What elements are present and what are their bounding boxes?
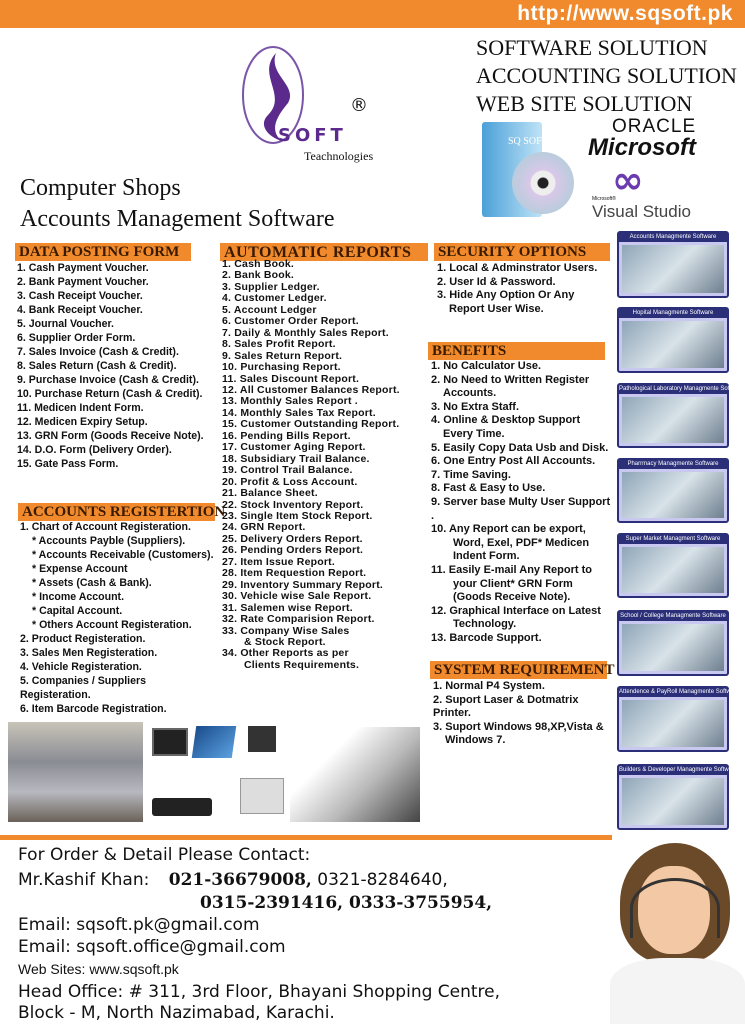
page-title-line1: Computer Shops — [20, 175, 181, 201]
benefit-item: 1. No Calculator Use. — [431, 360, 542, 372]
accounts-registration-item: * Assets (Cash & Bank). — [32, 577, 152, 589]
product-thumbnail-image — [622, 245, 724, 293]
data-posting-item: 15. Gate Pass Form. — [17, 458, 119, 470]
phone-2[interactable]: 0321-8284640, — [317, 870, 448, 890]
benefit-item: Technology. — [453, 618, 517, 631]
security-item: 2. User Id & Password. — [437, 275, 556, 288]
benefit-item: Accounts. — [443, 387, 497, 400]
benefits-list — [431, 360, 615, 645]
report-item: 13. Monthly Sales Report . — [222, 395, 358, 408]
contact-person: Mr.Kashif Khan: — [18, 870, 150, 890]
report-item: & Stock Report. — [244, 635, 326, 648]
report-item: 23. Single Item Stock Report. — [222, 509, 373, 522]
phone-3-4[interactable]: 0315-2391416, 0333-3755954, — [200, 893, 493, 913]
accounts-registration-item: * Accounts Payble (Suppliers). — [32, 535, 186, 547]
product-thumbnail-title: Super Market Managment Software — [619, 535, 727, 544]
product-thumbnail-image — [622, 700, 724, 747]
data-posting-item: 1. Cash Payment Voucher. — [17, 262, 149, 274]
security-options-list — [437, 262, 615, 316]
accounts-registration-item: * Accounts Receivable (Customers). — [32, 549, 214, 561]
report-item: 29. Inventory Summary Report. — [222, 578, 384, 591]
report-item: 28. Item Requestion Report. — [222, 567, 367, 580]
software-box-image — [480, 122, 585, 232]
page-title-line2: Accounts Management Software — [20, 206, 335, 232]
report-item: 6. Customer Order Report. — [222, 315, 359, 328]
system-requirement-item: 1. Normal P4 System. — [433, 680, 545, 692]
solution-software: SOFTWARE SOLUTION — [476, 35, 708, 60]
benefit-item: 3. No Extra Staff. — [431, 400, 520, 413]
accounts-registration-item: 1. Chart of Account Registeration. — [20, 521, 191, 533]
data-posting-item: 2. Bank Payment Voucher. — [17, 276, 149, 288]
system-requirement-list — [433, 680, 615, 748]
microsoft-logo: Microsoft — [588, 134, 696, 161]
report-item: 9. Sales Return Report. — [222, 349, 343, 362]
product-thumbnail-title: Hopital Managmente Software — [619, 309, 727, 318]
report-item: 24. GRN Report. — [222, 521, 306, 534]
report-item: 8. Sales Profit Report. — [222, 338, 336, 351]
product-thumbnail — [617, 458, 729, 523]
product-thumbnail-title: School / College Managmente Software — [620, 613, 726, 619]
data-posting-item: 3. Cash Receipt Voucher. — [17, 290, 143, 302]
report-item: 20. Profit & Loss Account. — [222, 475, 358, 488]
product-thumbnail-image — [622, 547, 724, 593]
accounts-registration-heading: ACCOUNTS REGISTERTION — [18, 503, 215, 521]
system-requirement-item: 3. Suport Windows 98,XP,Vista & — [433, 720, 604, 733]
data-posting-list — [17, 261, 217, 471]
report-item: 33. Company Wise Sales — [222, 624, 350, 637]
benefit-item: your Client* GRN Form — [453, 577, 573, 590]
visual-studio-small: Microsoft® — [592, 196, 616, 202]
benefit-item: 12. Graphical Interface on Latest — [431, 604, 601, 617]
product-thumbnail — [617, 307, 729, 373]
report-item: 32. Rate Comparision Report. — [222, 613, 375, 626]
oracle-logo: ORACLE — [612, 116, 697, 137]
report-item: 30. Vehicle wise Sale Report. — [222, 590, 372, 603]
report-item: 14. Monthly Sales Tax Report. — [222, 406, 376, 419]
product-thumbnail-image — [622, 472, 724, 518]
product-thumbnail — [617, 764, 738, 830]
report-item: 34. Other Reports as per — [222, 647, 349, 660]
report-item: Clients Requirements. — [244, 658, 360, 671]
product-thumbnail — [617, 610, 729, 676]
product-thumbnail-title: Pathological Laboratory Managmente Software — [619, 386, 745, 392]
accounts-registration-item: 5. Companies / Suppliers Registeration. — [20, 675, 146, 701]
benefit-item: Indent Form. — [453, 550, 520, 563]
accounts-registration-item: 6. Item Barcode Registration. — [20, 703, 167, 715]
computer-shop-photo — [8, 722, 143, 822]
contact-name — [18, 870, 448, 890]
benefit-item: 5. Easily Copy Data Usb and Disk. — [431, 441, 609, 454]
report-item: 22. Stock Inventory Report. — [222, 498, 364, 511]
computer-gadgets-photo — [148, 722, 286, 822]
report-item: 21. Balance Sheet. — [222, 487, 318, 500]
report-item: 19. Control Trail Balance. — [222, 464, 353, 477]
system-requirement-heading: SYSTEM REQUIREMENT — [430, 661, 607, 679]
report-item: 5. Account Ledger — [222, 303, 317, 316]
data-posting-item: 9. Purchase Invoice (Cash & Credit). — [17, 374, 199, 386]
solution-accounting: ACCOUNTING SOLUTION — [476, 63, 737, 88]
accounts-registration-list — [20, 520, 218, 716]
report-item: 17. Customer Aging Report. — [222, 441, 366, 454]
footer-divider — [0, 835, 612, 840]
accounts-registration-item: * Expense Account — [32, 563, 128, 575]
benefit-item: 7. Time Saving. — [431, 468, 511, 481]
security-options-heading: SECURITY OPTIONS — [434, 243, 610, 261]
benefit-item: Word, Exel, PDF* Medicen — [453, 536, 590, 549]
data-posting-item: 14. D.O. Form (Delivery Order). — [17, 444, 172, 456]
cd-icon — [512, 152, 574, 214]
report-item: 4. Customer Ledger. — [222, 292, 327, 305]
report-item: 27. Item Issue Report. — [222, 555, 335, 568]
product-thumbnail — [617, 231, 729, 298]
system-requirement-item: Windows 7. — [445, 734, 506, 747]
benefit-item: (Goods Receive Note). — [453, 591, 571, 604]
data-posting-heading: DATA POSTING FORM — [15, 243, 191, 261]
product-thumbnail-image — [622, 624, 724, 671]
report-item: 3. Supplier Ledger. — [222, 280, 320, 293]
product-thumbnail-image — [622, 778, 724, 825]
report-item: 16. Pending Bills Report. — [222, 429, 351, 442]
email-1[interactable]: Email: sqsoft.pk@gmail.com — [18, 915, 260, 935]
data-posting-item: 6. Supplier Order Form. — [17, 332, 136, 344]
visual-studio-infinity-icon: ∞ — [612, 158, 644, 202]
product-thumbnail-title: Pharrmacy Managmente Software — [619, 460, 727, 469]
data-posting-item: 7. Sales Invoice (Cash & Credit). — [17, 346, 179, 358]
box-label: SQ SOFT — [508, 136, 548, 147]
report-item: 15. Customer Outstanding Report. — [222, 418, 400, 431]
product-thumbnail-image — [622, 397, 724, 443]
benefit-item: 9. Server base Multy User Support . — [431, 495, 611, 522]
website-url[interactable]: http://www.sqsoft.pk — [517, 2, 733, 25]
data-posting-item: 10. Purchase Return (Cash & Credit). — [17, 388, 203, 400]
solution-website: WEB SITE SOLUTION — [476, 91, 693, 116]
report-item: 10. Purchasing Report. — [222, 361, 341, 374]
report-item: 7. Daily & Monthly Sales Report. — [222, 326, 389, 339]
email-2[interactable]: Email: sqsoft.office@gmail.com — [18, 937, 286, 957]
product-thumbnail-title: Builders & Developer Managmente Software — [619, 767, 738, 773]
headset-icon — [630, 878, 720, 938]
website[interactable]: Web Sites: www.sqsoft.pk — [18, 961, 179, 977]
address-line2: Block - M, North Nazimabad, Karachi. — [18, 1003, 335, 1023]
product-thumbnail-image — [622, 321, 724, 368]
data-posting-item: 13. GRN Form (Goods Receive Note). — [17, 430, 204, 442]
accounts-registration-item: 4. Vehicle Registeration. — [20, 661, 142, 673]
product-thumbnail — [617, 533, 729, 598]
contact-heading: For Order & Detail Please Contact: — [18, 845, 311, 865]
automatic-reports-list — [222, 259, 428, 671]
accounts-registration-item: * Income Account. — [32, 591, 125, 603]
security-item: Report User Wise. — [449, 302, 544, 315]
product-thumbnail-title: Attendence & PayRoll Managmente Software — [619, 689, 740, 695]
report-item: 11. Sales Discount Report. — [222, 372, 360, 385]
accounts-registration-item: * Capital Account. — [32, 605, 123, 617]
benefit-item: 13. Barcode Support. — [431, 631, 542, 644]
security-item: 3. Hide Any Option Or Any — [437, 289, 575, 302]
benefit-item: Every Time. — [443, 427, 505, 440]
report-item: 26. Pending Orders Report. — [222, 544, 364, 557]
data-posting-item: 4. Bank Receipt Voucher. — [17, 304, 143, 316]
accounts-registration-item: * Others Account Registeration. — [32, 619, 192, 631]
benefit-item: 4. Online & Desktop Support — [431, 414, 581, 427]
visual-studio-logo: Visual Studio — [592, 202, 691, 221]
report-item: 12. All Customer Balances Report. — [222, 383, 400, 396]
support-agent-photo — [600, 838, 745, 1024]
benefit-item: 8. Fast & Easy to Use. — [431, 482, 546, 495]
data-posting-item: 5. Journal Voucher. — [17, 318, 114, 330]
phone-1[interactable]: 021-36679008, — [168, 870, 312, 890]
address-line1: Head Office: # 311, 3rd Floor, Bhayani Shopping Centre, — [18, 982, 501, 1002]
benefit-item: 2. No Need to Written Register — [431, 373, 590, 386]
accounts-registration-item: 2. Product Registeration. — [20, 633, 146, 645]
product-thumbnail — [617, 383, 745, 448]
logo-brand: SOFT — [278, 125, 347, 146]
product-thumbnail-title: Accounts Managmente Software — [619, 233, 727, 242]
system-requirement-item: 2. Suport Laser & Dotmatrix Printer. — [433, 693, 579, 720]
accounts-registration-item: 3. Sales Men Registeration. — [20, 647, 158, 659]
data-posting-item: 11. Medicen Indent Form. — [17, 402, 144, 414]
benefit-item: 10. Any Report can be export, — [431, 523, 586, 536]
calculator-photo — [290, 727, 420, 822]
benefits-heading: BENEFITS — [428, 342, 605, 360]
security-item: 1. Local & Adminstrator Users. — [437, 262, 598, 274]
report-item: 1. Cash Book. — [222, 258, 295, 270]
logo-subtitle: Teachnologies — [304, 149, 374, 163]
benefit-item: 6. One Entry Post All Accounts. — [431, 455, 596, 468]
report-item: 2. Bank Book. — [222, 269, 295, 282]
report-item: 25. Delivery Orders Report. — [222, 532, 363, 545]
automatic-reports-heading: AUTOMATIC REPORTS — [220, 243, 428, 261]
registered-mark: ® — [350, 95, 368, 116]
report-item: 18. Subsidiary Trail Balance. — [222, 452, 370, 465]
data-posting-item: 8. Sales Return (Cash & Credit). — [17, 360, 177, 372]
report-item: 31. Salemen wise Report. — [222, 601, 353, 614]
benefit-item: 11. Easily E-mail Any Report to — [431, 563, 592, 576]
sqsoft-logo — [238, 45, 398, 165]
data-posting-item: 12. Medicen Expiry Setup. — [17, 416, 148, 428]
product-thumbnail — [617, 686, 740, 752]
